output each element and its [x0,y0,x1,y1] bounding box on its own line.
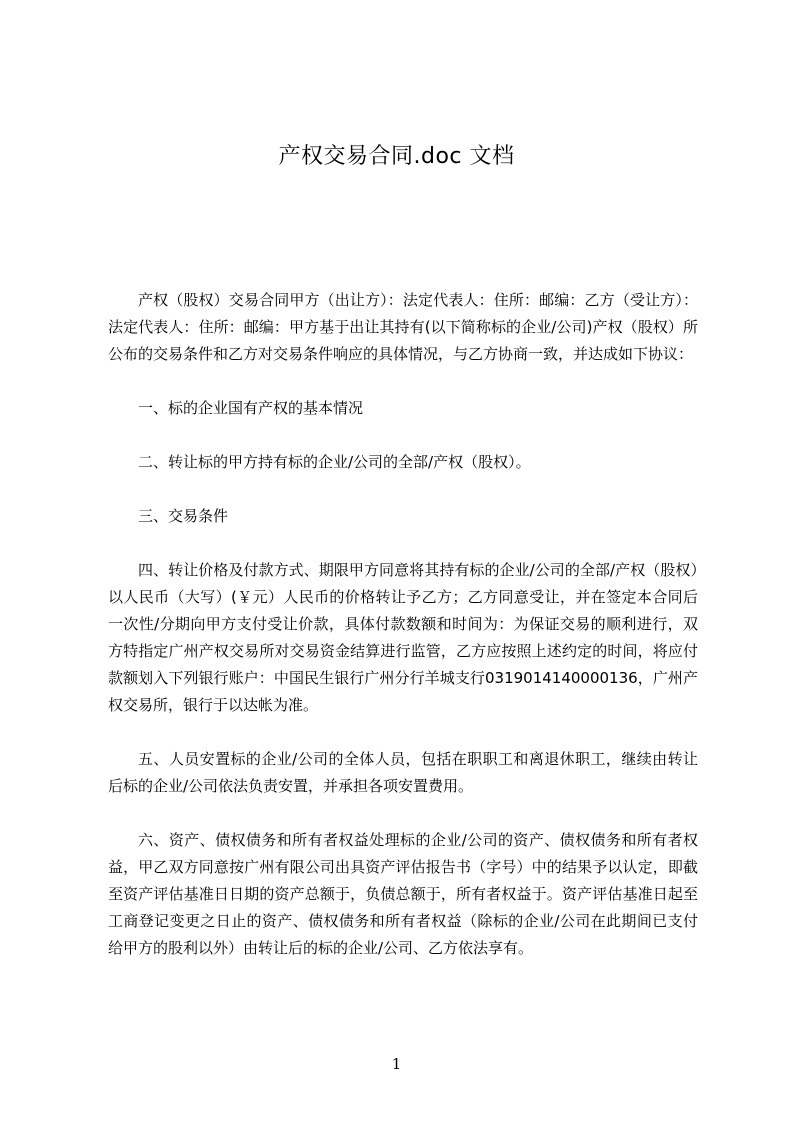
paragraph-preamble: 产权（股权）交易合同甲方（出让方）：法定代表人：住所：邮编：乙方（受让方）：法定代表人：住所：邮编：甲方基于出让其持有(以下简称标的企业/公司)产权（股权）所公布的交易条件和乙方对交易条件响应的具体情况，与乙方协商一致，并达成如下协议： [108,291,698,363]
paragraph-section-4: 四、转让价格及付款方式、期限甲方同意将其持有标的企业/公司的全部/产权（股权）以人民币（大写）(￥元）人民币的价格转让予乙方；乙方同意受让，并在签定本合同后一次性/分期向甲方支付受让价款，具体付款数额和时间为：为保证交易的顺利进行，双方特指定广州产权交易所对交易资金结算进行监管，乙方应按照上述约定的时间，将应付款额划入下列银行账户：中国民生银行广州分行羊城支行0319014140000136，广州产权交易所，银行于以达帐为准。 [108,561,698,714]
page-number: 1 [391,1055,402,1073]
paragraph-section-3: 三、交易条件 [138,507,229,525]
paragraph-section-5: 五、人员安置标的企业/公司的全体人员，包括在职职工和离退休职工，继续由转让后标的企业/公司依法负责安置，并承担各项安置费用。 [108,750,698,795]
document-body [108,287,698,989]
paragraph-section-6: 六、资产、债权债务和所有者权益处理标的企业/公司的资产、债权债务和所有者权益，甲乙双方同意按广州有限公司出具资产评估报告书（字号）中的结果予以认定，即截至资产评估基准日日期的资产总额于，负债总额于，所有者权益于。资产评估基准日起至工商登记变更之日止的资产、债权债务和所有者权益（除标的企业/公司在此期间已支付给甲方的股利以外）由转让后的标的企业/公司、乙方依法享有。 [108,831,698,957]
paragraph-section-1: 一、标的企业国有产权的基本情况 [138,399,364,417]
paragraph-section-2: 二、转让标的甲方持有标的企业/公司的全部/产权（股权）。 [138,453,531,471]
document-title: 产权交易合同.doc 文档 [278,144,515,169]
